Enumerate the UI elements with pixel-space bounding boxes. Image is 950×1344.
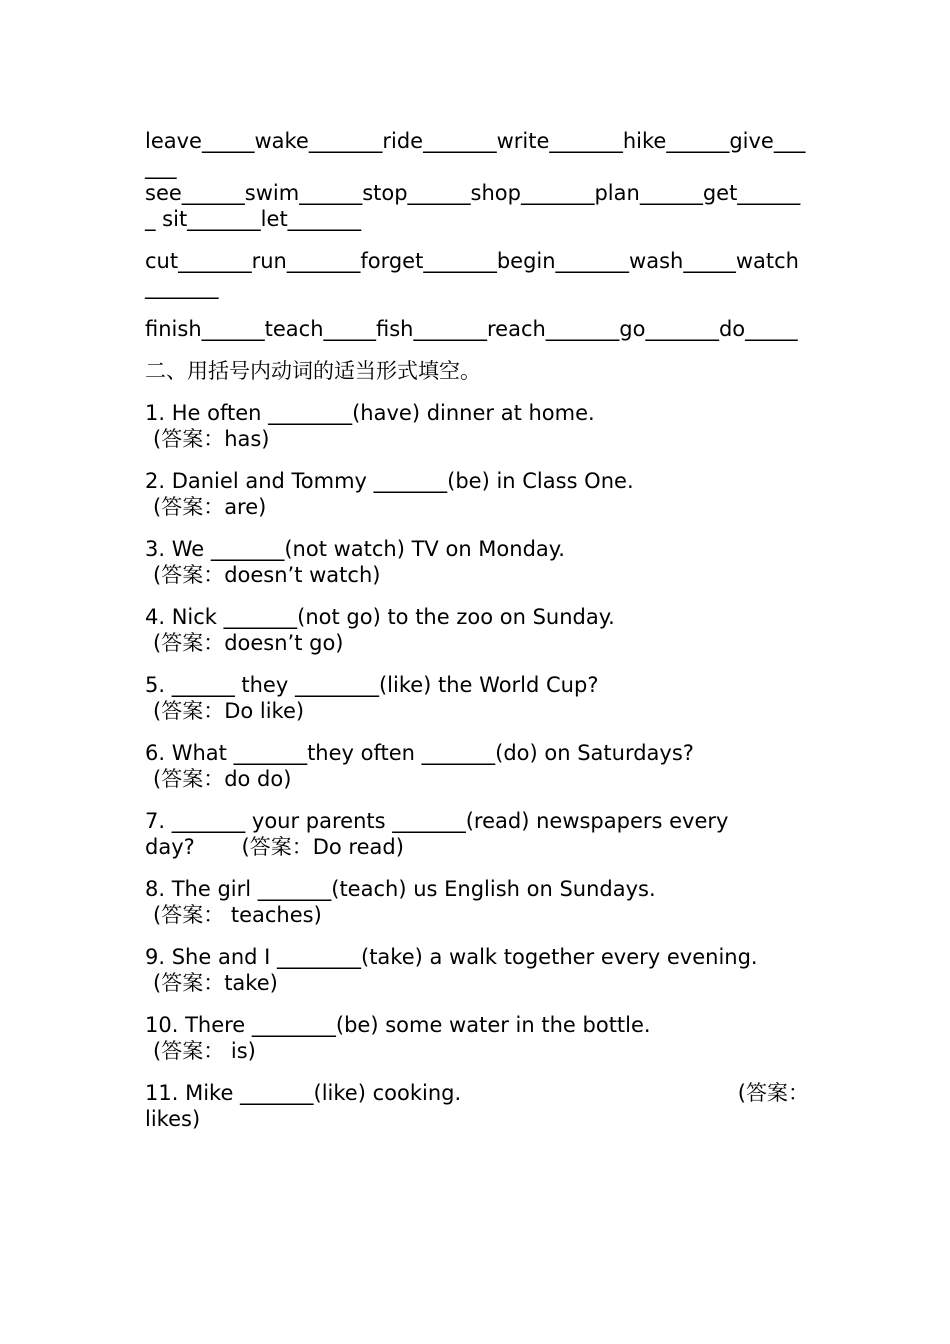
question-6 [145,740,809,792]
question-4 [145,604,809,656]
answer-text: (答案：are) [153,495,267,519]
question-9 [145,944,809,996]
question-text: 6. What _______they often _______(do) on Saturdays? [145,741,694,765]
answer-text: (答案：doesn’t watch) [153,563,381,587]
answer-text: (答案：has) [153,427,270,451]
question-text: 5. ______ they ________(like) the World Cup? [145,673,599,697]
question-10 [145,1012,809,1064]
question-text: 9. She and I ________(take) a walk together every evening. [145,945,758,969]
question-text: 3. We _______(not watch) TV on Monday. [145,537,565,561]
answer-text: (答案：doesn’t go) [153,631,344,655]
question-text: 2. Daniel and Tommy _______(be) in Class One. [145,469,634,493]
question-text: 4. Nick _______(not go) to the zoo on Sunday. [145,605,615,629]
answer-text: (答案：Do like) [153,699,305,723]
question-11 [145,1080,809,1132]
question-8 [145,876,809,928]
question-text: 7. _______ your parents _______(read) newspapers every day? [145,809,729,859]
answer-text: (答案： is) [153,1039,256,1063]
verb-row-1: leave_____wake_______ride_______write_______hike______give______ [145,129,806,179]
question-text: 1. He often ________(have) dinner at home. [145,401,595,425]
document-page [145,128,809,1132]
answer-text: likes) [145,1107,201,1131]
answer-text: (答案：do do) [153,767,292,791]
question-5 [145,672,809,724]
question-text: 8. The girl _______(teach) us English on Sundays. [145,877,656,901]
answer-text: (答案：take) [153,971,278,995]
section-heading: 二、用括号内动词的适当形式填空。 [145,359,481,383]
answer-text: (答案：Do read) [241,835,404,859]
answer-prefix: (答案： [737,1081,809,1105]
question-2 [145,468,809,520]
verb-row-2: see______swim______stop______shop_______plan______get_______ sit_______let_______ [145,181,801,231]
question-7 [145,808,809,860]
question-text: 10. There ________(be) some water in the bottle. [145,1013,651,1037]
verb-row-4: finish______teach_____fish_______reach_______go_______do_____ [145,317,798,341]
question-1 [145,400,809,452]
question-text: 11. Mike _______(like) cooking. [145,1081,462,1105]
answer-text: (答案： teaches) [153,903,322,927]
question-3 [145,536,809,588]
verb-row-3: cut_______run_______forget_______begin_______wash_____watch_______ [145,249,799,299]
